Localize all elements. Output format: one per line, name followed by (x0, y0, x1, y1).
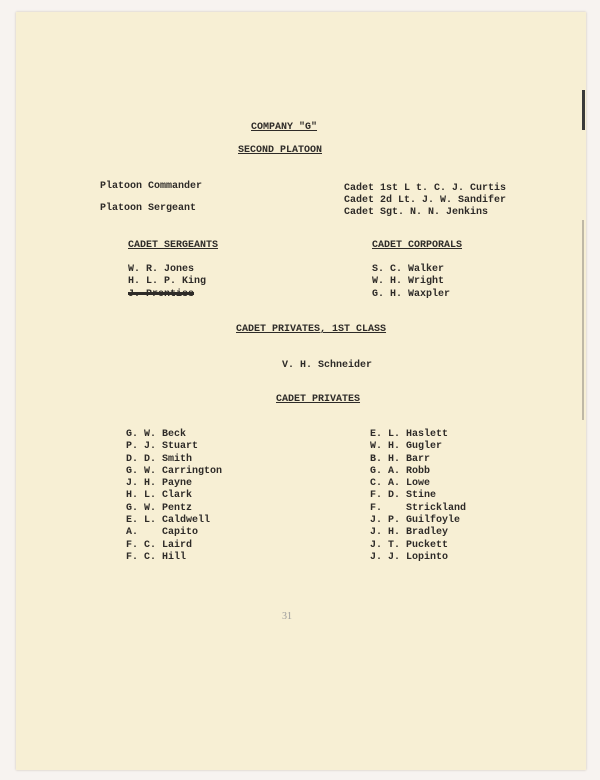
private-name: G. W. Pentz (126, 502, 193, 514)
privates-left-list (126, 429, 222, 564)
private-name: J. J. Lopinto (370, 551, 449, 563)
leader-name-sergeant: Cadet 2d Lt. J. W. Sandifer (344, 195, 507, 206)
private-name: J. P. Guilfoyle (370, 515, 461, 527)
private-name: G. W. Beck (126, 429, 187, 440)
sergeants-list (128, 264, 206, 301)
private-name: A. Capito (126, 527, 199, 539)
sergeant-name-struck: J. Prentiss (128, 288, 195, 300)
sergeant-name: H. L. P. King (128, 276, 207, 288)
private-first-class-name: V. H. Schneider (282, 360, 373, 371)
private-name: G. W. Carrington (126, 465, 223, 477)
private-name: B. H. Barr (370, 453, 431, 465)
platoon-heading: SECOND PLATOON (238, 145, 323, 156)
privates-right-list (370, 429, 466, 564)
private-name: E. L. Caldwell (126, 515, 211, 527)
private-name: F. D. Stine (370, 490, 437, 502)
privates-heading: CADET PRIVATES (276, 394, 361, 405)
private-name: G. A. Robb (370, 465, 431, 477)
private-name: F. C. Hill (126, 551, 187, 563)
private-name: F. Strickland (370, 502, 467, 514)
private-name: J. H. Payne (126, 478, 193, 490)
corporals-list (372, 264, 450, 301)
corporal-name: S. C. Walker (372, 264, 445, 275)
leader-name-extra: Cadet Sgt. N. N. Jenkins (344, 207, 489, 218)
leader-role-commander: Platoon Commander (100, 181, 203, 192)
sergeant-name: W. R. Jones (128, 264, 195, 275)
edge-shadow-mark (582, 90, 585, 130)
edge-crease-mark (582, 220, 584, 420)
private-name: E. L. Haslett (370, 429, 449, 440)
private-name: H. L. Clark (126, 490, 193, 502)
private-name: P. J. Stuart (126, 441, 199, 453)
corporals-heading: CADET CORPORALS (372, 240, 463, 251)
private-name: J. H. Bradley (370, 527, 449, 539)
privates-first-class-heading: CADET PRIVATES, 1ST CLASS (236, 324, 387, 335)
private-name: J. T. Puckett (370, 539, 449, 551)
private-name: C. A. Lowe (370, 478, 431, 490)
leader-name-commander: Cadet 1st L t. C. J. Curtis (344, 183, 507, 194)
private-name: F. C. Laird (126, 539, 193, 551)
corporal-name: G. H. Waxpler (372, 288, 451, 300)
private-name: D. D. Smith (126, 453, 193, 465)
leader-role-sergeant: Platoon Sergeant (100, 203, 197, 214)
corporal-name: W. H. Wright (372, 276, 445, 288)
private-name: W. H. Gugler (370, 441, 443, 453)
sergeants-heading: CADET SERGEANTS (128, 240, 219, 251)
company-heading: COMPANY "G" (251, 122, 318, 133)
page-number: 31 (282, 611, 292, 622)
